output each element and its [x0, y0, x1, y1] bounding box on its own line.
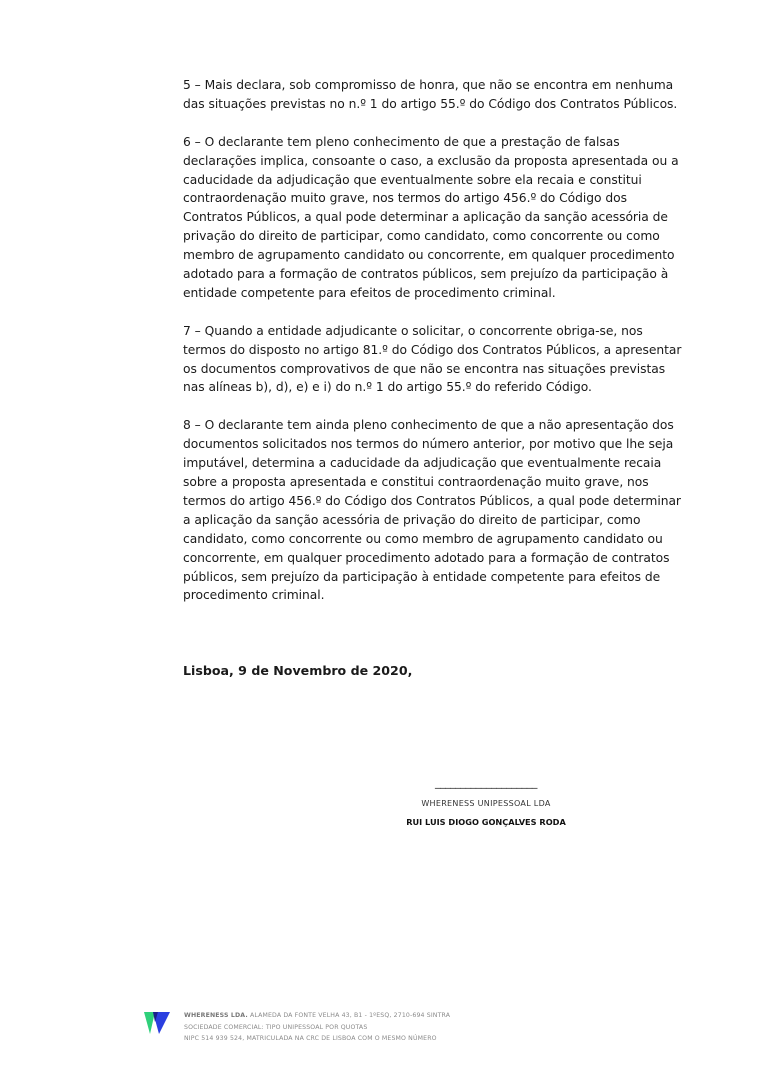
- text-line: privação do direito de participar, como candidato, como concorrente ou como: [183, 229, 660, 244]
- footer-address-line: [184, 1010, 450, 1022]
- text-line: nas alíneas b), d), e) e i) do n.º 1 do artigo 55.º do referido Código.: [183, 380, 592, 395]
- paragraph-6: [183, 133, 679, 303]
- text-line: caducidade da adjudicação que eventualmente sobre ela recaia e constitui: [183, 172, 642, 187]
- text-line: termos do disposto no artigo 81.º do Código dos Contratos Públicos, a apresentar: [183, 342, 682, 357]
- text-line: declarações implica, consoante o caso, a exclusão da proposta apresentada ou a: [183, 153, 679, 168]
- text-line: 5 – Mais declara, sob compromisso de honra, que não se encontra em nenhuma: [183, 78, 674, 92]
- text-line: concorrente, em qualquer procedimento adotado para a formação de contratos: [183, 550, 670, 565]
- paragraph-7: [183, 322, 682, 398]
- text-line: adotado para a formação de contratos públicos, sem prejuízo da participação à: [183, 267, 669, 282]
- signature-block: [398, 776, 574, 827]
- text-line: das situações previstas no n.º 1 do artigo 55.º do Código dos Contratos Públicos.: [183, 96, 678, 111]
- text-line: 8 – O declarante tem ainda pleno conhecimento de que a não apresentação dos: [183, 418, 674, 433]
- company-logo-icon: [144, 1012, 170, 1034]
- text-line: contraordenação muito grave, nos termos do artigo 456.º do Código dos: [183, 191, 627, 206]
- declaration-body: [183, 76, 682, 624]
- text-line: 7 – Quando a entidade adjudicante o solicitar, o concorrente obriga-se, nos: [183, 323, 643, 338]
- text-line: imputável, determina a caducidade da adjudicação que eventualmente recaia: [183, 456, 662, 471]
- footer-registration: NIPC 514 939 524, MATRICULADA NA CRC DE LISBOA COM O MESMO NÚMERO: [184, 1035, 437, 1043]
- footer-address: ALAMEDA DA FONTE VELHA 43, B1 - 1ºESQ, 2710-694 SINTRA: [247, 1012, 451, 1019]
- footer-company-name: WHERENESS LDA.: [184, 1012, 248, 1019]
- paragraph-8: [183, 416, 681, 605]
- text-line: termos do artigo 456.º do Código dos Contratos Públicos, a qual pode determinar: [183, 493, 681, 508]
- text-line: documentos solicitados nos termos do número anterior, por motivo que lhe seja: [183, 437, 674, 452]
- signatory-name: RUI LUIS DIOGO GONÇALVES RODA: [406, 817, 566, 827]
- text-line: sobre a proposta apresentada e constitui contraordenação muito grave, nos: [183, 474, 649, 489]
- text-line: procedimento criminal.: [183, 588, 325, 603]
- text-line: públicos, sem prejuízo da participação à entidade competente para efeitos de: [183, 569, 661, 584]
- text-line: Contratos Públicos, a qual pode determinar a aplicação da sanção acessória de: [183, 210, 668, 225]
- text-line: membro de agrupamento candidato ou concorrente, em qualquer procedimento: [183, 248, 675, 263]
- footer-company-info: [184, 1010, 450, 1045]
- text-line: os documentos comprovativos de que não se encontra nas situações previstas: [183, 361, 666, 376]
- place-and-date: Lisboa, 9 de Novembro de 2020,: [183, 663, 413, 678]
- footer-company-type: SOCIEDADE COMERCIAL: TIPO UNIPESSOAL POR QUOTAS: [184, 1023, 368, 1031]
- text-line: 6 – O declarante tem pleno conhecimento de que a prestação de falsas: [183, 134, 620, 149]
- text-line: a aplicação da sanção acessória de privação do direito de participar, como: [183, 512, 641, 527]
- text-line: entidade competente para efeitos de procedimento criminal.: [183, 285, 556, 300]
- signature-line: ____________________: [434, 776, 537, 789]
- text-line: candidato, como concorrente ou como membro de agrupamento candidato ou: [183, 531, 663, 546]
- signatory-company: WHERENESS UNIPESSOAL LDA: [421, 799, 551, 808]
- page-footer: [144, 1010, 464, 1050]
- paragraph-5: [183, 76, 678, 114]
